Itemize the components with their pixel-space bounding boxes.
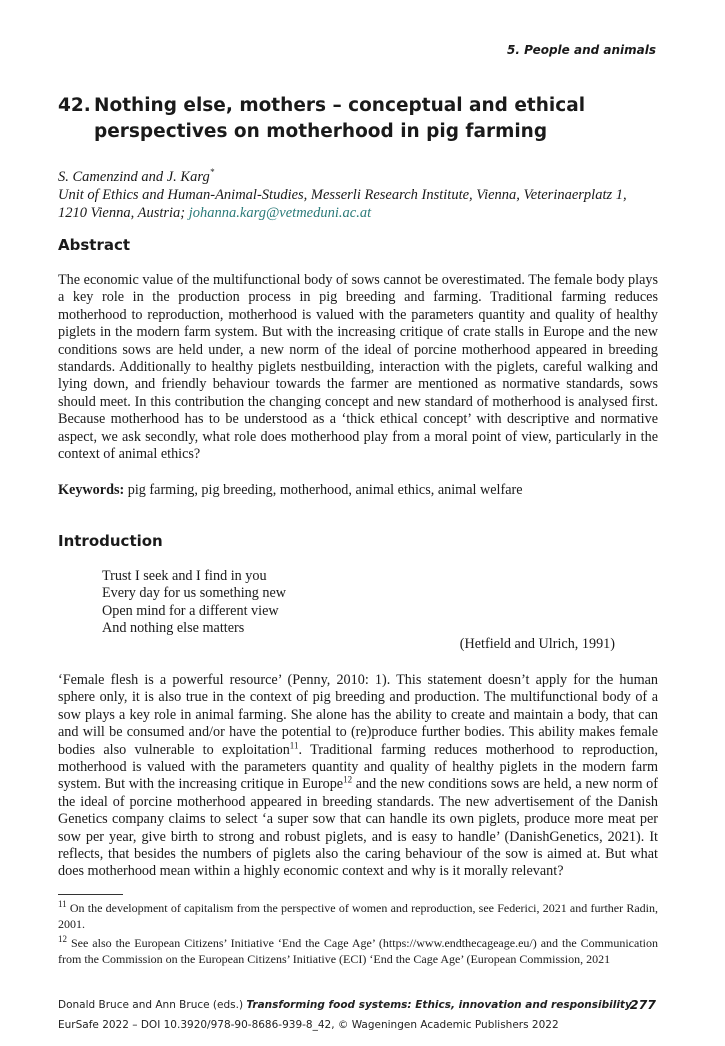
footnote-text: See also the European Citizens’ Initiative ‘End the Cage Age’ (https://www.endthecageage.eu/) and the Communication from the Commission on the European Citizens’ Initiative (ECI) ‘End the Cage Age’ (European Commission, 2021 — [58, 936, 658, 966]
keywords — [58, 482, 658, 499]
author-names: S. Camenzind and J. Karg — [58, 169, 210, 185]
introduction-heading: Introduction — [58, 532, 163, 550]
chapter-number: 42. — [58, 95, 91, 116]
chapter-title-text: Nothing else, mothers – conceptual and ethical perspectives on motherhood in pig farming — [94, 95, 586, 142]
footnote-number: 11 — [58, 899, 67, 909]
epigraph-line: Open mind for a different view — [102, 602, 279, 619]
introduction-paragraph — [58, 672, 658, 881]
intro-text-3: and the new conditions sows are held, a new norm of the ideal of porcine motherhood appeared in breeding standards. The new advertisement of the Danish Genetics company claims to select ‘a super sow that can handle its own piglets, produce more meat per sow per year, give birth to strong and robust piglets, and is easy to handle’ (DanishGenetics, 2021). It reflects, that besides the numbers of piglets also the caring behaviour of the sow is aimed at. But what does motherhood mean within a highly economic context and why is it morally relevant? — [58, 776, 658, 880]
epigraph — [102, 568, 286, 638]
epigraph-line: Every day for us something new — [102, 585, 287, 602]
footnote-divider — [58, 894, 123, 895]
footnote — [58, 935, 658, 967]
affiliation-text: Unit of Ethics and Human-Animal-Studies, Messerli Research Institute, Vienna, Veterinaerplatz 1, 1210 Vienna, Austria; — [58, 187, 627, 221]
footnote — [58, 900, 658, 932]
chapter-title — [58, 93, 668, 145]
footnote-ref[interactable]: 12 — [343, 774, 353, 785]
affiliation — [58, 186, 658, 222]
footnote-ref[interactable]: 11 — [289, 739, 299, 750]
abstract-text: The economic value of the multifunctional body of sows cannot be overestimated. The female body plays a key role in the production process in pig breeding and farming. Traditional farming reduces motherhood to reproduction, motherhood is valued with the parameters quantity and quality of healthy piglets in the modern farm system. But with the increasing critique of crate stalls in Europe and the new conditions sows are held under, a new norm of the ideal of porcine motherhood appeared in breeding standards. Additionally to healthy piglets nestbuilding, interaction with the piglets, careful walking and lying down, and friendly behaviour towards the farmer are mentioned as normative standards, sows should meet. In this contribution the changing concept and new standard of motherhood is analysed first. Because motherhood has to be understood as a ‘thick ethical concept’ with descriptive and normative aspect, we ask secondly, what role does motherhood play from a moral point of view, particularly in the context of animal ethics? — [58, 272, 658, 463]
authors — [58, 168, 668, 186]
keywords-label: Keywords: — [58, 482, 125, 498]
page-number: 277 — [629, 997, 656, 1012]
intro-text-1: ‘Female flesh is a powerful resource’ (Penny, 2010: 1). This statement doesn’t apply for the human sphere only, it is also true in the context of pig breeding and production. The multifunctional body of a sow plays a key role in animal farming. She alone has the ability to create and maintain a body, that can and will be consumed and/or have the potential to (re)produce further bodies. This ability makes female bodies also vulnerable to exploitation — [58, 672, 658, 758]
epigraph-line: Trust I seek and I find in you — [102, 568, 267, 584]
section-tag: 5. People and animals — [507, 43, 656, 57]
footnote-text: On the development of capitalism from the perspective of women and reproduction, see Federici, 2021 and further Radin, 2001. — [58, 901, 658, 931]
epigraph-line: And nothing else matters — [102, 620, 245, 637]
epigraph-citation: (Hetfield and Ulrich, 1991) — [459, 636, 615, 652]
footer-book-line — [58, 995, 632, 1015]
intro-text-2: . Traditional farming reduces motherhood to reproduction, motherhood is valued with the parameters quantity and quality of healthy piglets in the modern farm system. But with the increasing critique in Europe — [58, 741, 658, 793]
footer-book-title: Transforming food systems: Ethics, innovation and responsibility — [246, 999, 632, 1011]
footer — [58, 995, 632, 1035]
author-mark: * — [209, 167, 215, 178]
abstract-heading: Abstract — [58, 236, 131, 254]
email-link[interactable]: johanna.karg@vetmeduni.ac.at — [188, 205, 372, 221]
footnote-number: 12 — [58, 934, 67, 944]
footer-editors: Donald Bruce and Ann Bruce (eds.) — [58, 999, 247, 1011]
keywords-list: pig farming, pig breeding, motherhood, animal ethics, animal welfare — [127, 482, 523, 498]
footer-doi: EurSafe 2022 – DOI 10.3920/978-90-8686-939-8_42, © Wageningen Academic Publishers 2022 — [58, 1019, 559, 1031]
